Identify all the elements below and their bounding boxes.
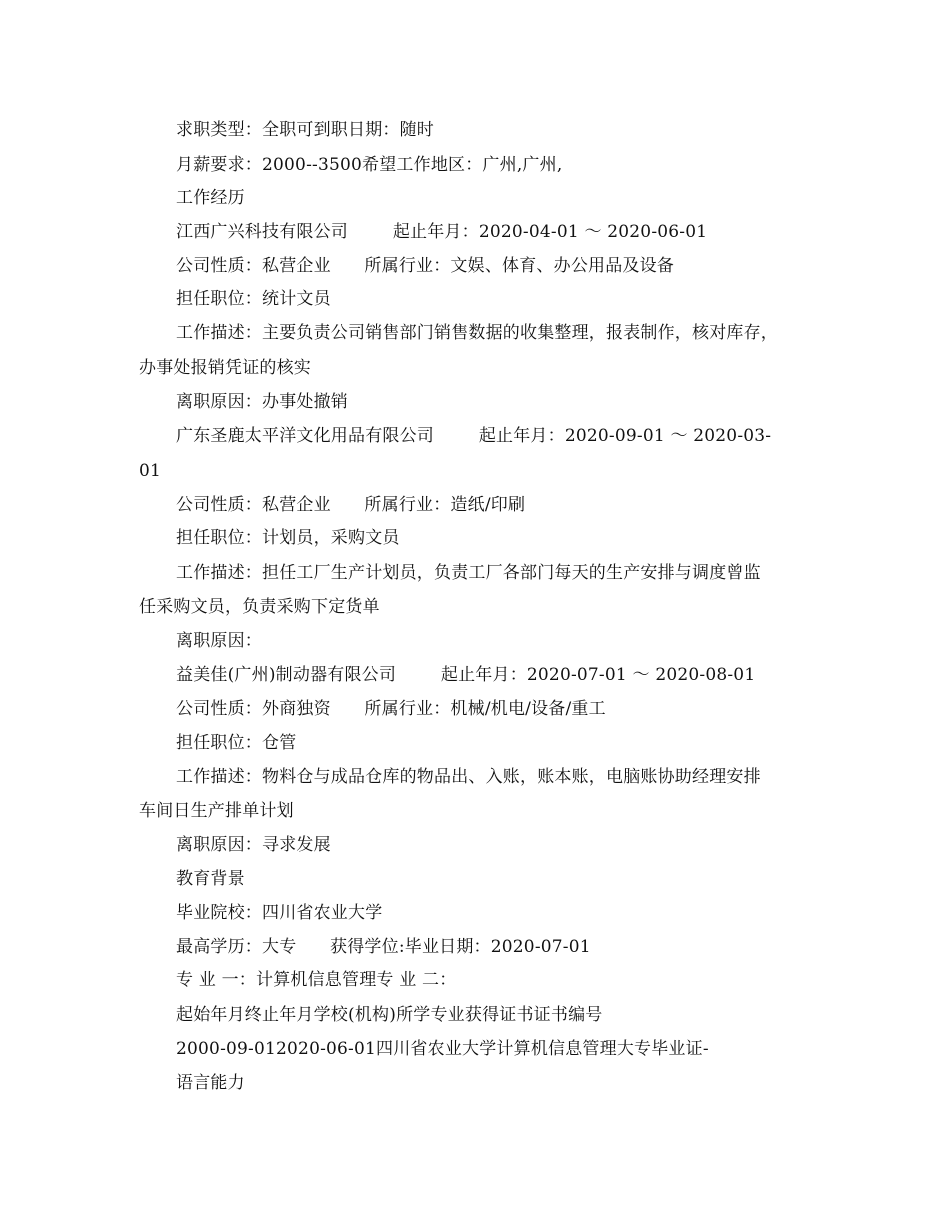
company-3-nature-line: 公司性质：外商独资 所属行业：机械/机电/设备/重工	[176, 699, 606, 719]
company-1-leave-reason: 离职原因：办事处撤销	[176, 392, 348, 412]
education-table-header: 起始年月终止年月学校(机构)所学专业获得证书证书编号	[176, 1005, 603, 1025]
company-3-position-line: 担任职位：仓管	[176, 733, 297, 753]
work-experience-heading: 工作经历	[176, 188, 245, 208]
education-heading: 教育背景	[176, 869, 245, 889]
company-1-description-cont: 办事处报销凭证的核实	[139, 358, 311, 378]
major-line: 专 业 一：计算机信息管理专 业 二：	[176, 970, 457, 990]
company-3-description-cont: 车间日生产排单计划	[139, 801, 294, 821]
company-2-nature-line: 公司性质：私营企业 所属行业：造纸/印刷	[176, 495, 526, 515]
company-2-description-cont: 任采购文员，负责采购下定货单	[139, 597, 380, 617]
salary-line: 月薪要求：2000--3500希望工作地区：广州,广州,	[176, 155, 563, 175]
company-3-description-line: 工作描述：物料仓与成品仓库的物品出、入账，账本账，电脑账协助经理安排	[176, 767, 761, 787]
company-3-leave-reason: 离职原因：寻求发展	[176, 835, 331, 855]
school-line: 毕业院校：四川省农业大学	[176, 903, 383, 923]
company-2-leave-reason: 离职原因：	[176, 631, 262, 651]
company-2-position-line: 担任职位：计划员，采购文员	[176, 528, 400, 548]
job-type-line: 求职类型：全职可到职日期：随时	[176, 120, 434, 140]
company-1-nature-line: 公司性质：私营企业 所属行业：文娱、体育、办公用品及设备	[176, 256, 675, 276]
language-heading: 语言能力	[176, 1073, 245, 1093]
company-1-description-line: 工作描述：主要负责公司销售部门销售数据的收集整理，报表制作，核对库存，	[176, 323, 778, 343]
company-3-line: 益美佳(广州)制动器有限公司 起止年月：2020-07-01 ～ 2020-08-01	[176, 665, 756, 685]
company-2-description-line: 工作描述：担任工厂生产计划员，负责工厂各部门每天的生产安排与调度曾监	[176, 563, 761, 583]
company-1-line: 江西广兴科技有限公司 起止年月：2020-04-01 ～ 2020-06-01	[176, 222, 708, 242]
degree-line: 最高学历：大专 获得学位:毕业日期：2020-07-01	[176, 937, 591, 957]
company-2-line: 广东圣鹿太平洋文化用品有限公司 起止年月：2020-09-01 ～ 2020-03-	[176, 426, 772, 446]
company-1-position-line: 担任职位：统计文员	[176, 289, 331, 309]
education-table-row: 2000-09-012020-06-01四川省农业大学计算机信息管理大专毕业证-	[176, 1039, 709, 1059]
company-2-line-cont: 01	[139, 461, 162, 481]
